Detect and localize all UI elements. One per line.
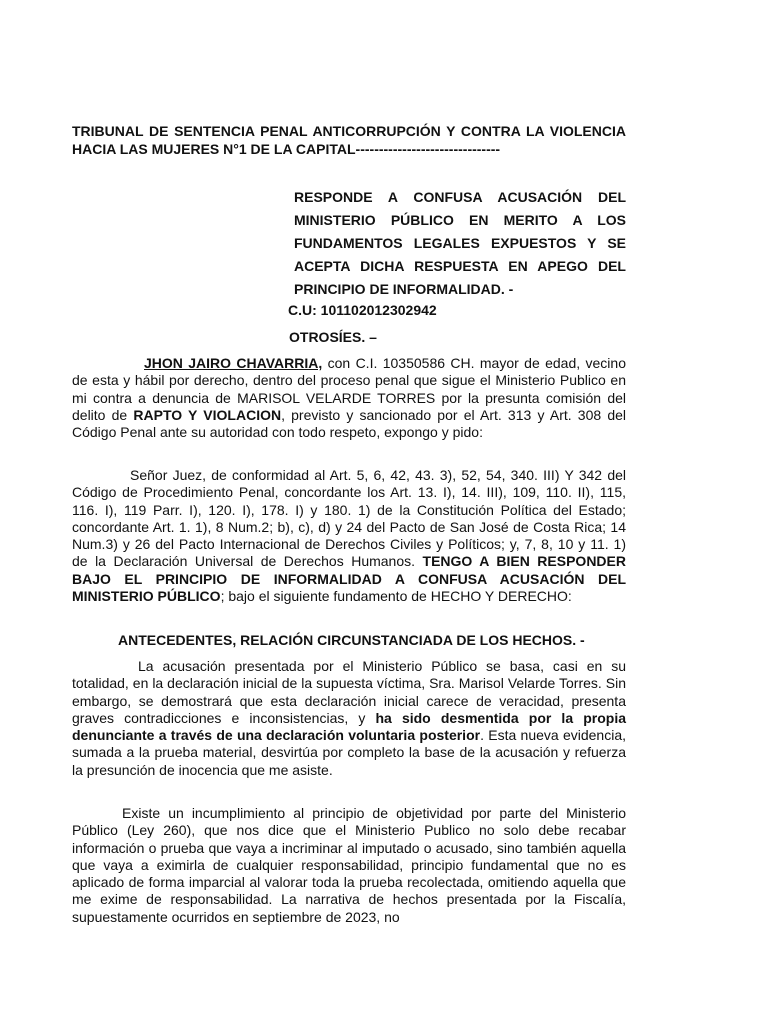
court-name: TRIBUNAL DE SENTENCIA PENAL ANTICORRUPCIÓN Y CONTRA LA VIOLENCIA HACIA LAS MUJERES N°1 DE LA CAPITAL	[72, 123, 626, 157]
document-summary: RESPONDE A CONFUSA ACUSACIÓN DEL MINISTERIO PÚBLICO EN MERITO A LOS FUNDAMENTOS LEGALES EXPUESTOS Y SE ACEPTA DICHA RESPUESTA EN APEGO DEL PRINCIPIO DE INFORMALIDAD. -	[294, 189, 626, 297]
retraction-bold: ha sido desmentida por la propia denunciante a través de una declaración voluntaria posterior	[72, 709, 627, 744]
crime-name: RAPTO Y VIOLACION	[133, 406, 282, 423]
court-title	[72, 122, 626, 158]
court-title-dashes: -------------------------------	[355, 141, 501, 157]
background-paragraph-1: La acusación presentada por el Ministerio Público se basa, casi en su totalidad, en la declaración inicial de la supuesta víctima, Sra. Marisol Velarde Torres. Sin embargo, se demostrará que esta declaración inicial carece de veracidad, presenta graves contradicciones e inconsistencias, y ha sido desmentida por la propia denunciante a través de una declaración voluntaria posterior. Esta nueva evidencia, sumada a la prueba material, desvirtúa por completo la base de la acusación y refuerza la presunción de inocencia que me asiste.	[72, 658, 627, 778]
otrosies-label: OTROSÍES. –	[289, 329, 377, 345]
case-number: C.U: 101102012302942	[288, 302, 437, 318]
legal-basis-bold: TENGO A BIEN RESPONDER BAJO EL PRINCIPIO DE INFORMALIDAD A CONFUSA ACUSACIÓN DEL MINISTERIO PÚBLICO	[72, 553, 626, 605]
intro-paragraph: JHON JAIRO CHAVARRIA, con C.I. 10350586 CH. mayor de edad, vecino de esta y hábil por derecho, dentro del proceso penal que sigue el Ministerio Publico en mi contra a denuncia de MARISOL VELARDE TORRES por la presunta comisión del delito de RAPTO Y VIOLACION, previsto y sancionado por el Art. 313 y Art. 308 del Código Penal ante su autoridad con todo respeto, expongo y pido:	[72, 355, 627, 441]
legal-basis-paragraph: Señor Juez, de conformidad al Art. 5, 6, 42, 43. 3), 52, 54, 340. III) Y 342 del Código de Procedimiento Penal, concordante los Art. 13. I), 14. III), 109, 110. II), 115, 116. I), 119 Parr. I), 120. I), 178. I) y 180. 1) de la Constitución Política del Estado; concordante Art. 1. 1), 8 Num.2; b), c), d) y 24 del Pacto de San José de Costa Rica; 14 Num.3) y 26 del Pacto Internacional de Derechos Civiles y Políticos; y, 7, 8, 10 y 11. 1) de la Declaración Universal de Derechos Humanos. TENGO A BIEN RESPONDER BAJO EL PRINCIPIO DE INFORMALIDAD A CONFUSA ACUSACIÓN DEL MINISTERIO PÚBLICO; bajo el siguiente fundamento de HECHO Y DERECHO:	[72, 467, 626, 605]
background-paragraph-2: Existe un incumplimiento al principio de objetividad por parte del Ministerio Público (Ley 260), que nos dice que el Ministerio Publico no solo debe recabar información o prueba que vaya a incriminar al imputado o acusado, sino también aquella que vaya a eximirla de cualquier responsabilidad, principio fundamental que no es aplicado de forma imparcial al valorar toda la prueba recolectada, omitiendo aquella que me exime de responsabilidad. La narrativa de hechos presentada por la Fiscalía, supuestamente ocurridos en septiembre de 2023, no	[72, 805, 626, 925]
defendant-name: JHON JAIRO CHAVARRIA,	[144, 355, 323, 371]
section-heading: ANTECEDENTES, RELACIÓN CIRCUNSTANCIADA DE LOS HECHOS. -	[118, 632, 585, 648]
